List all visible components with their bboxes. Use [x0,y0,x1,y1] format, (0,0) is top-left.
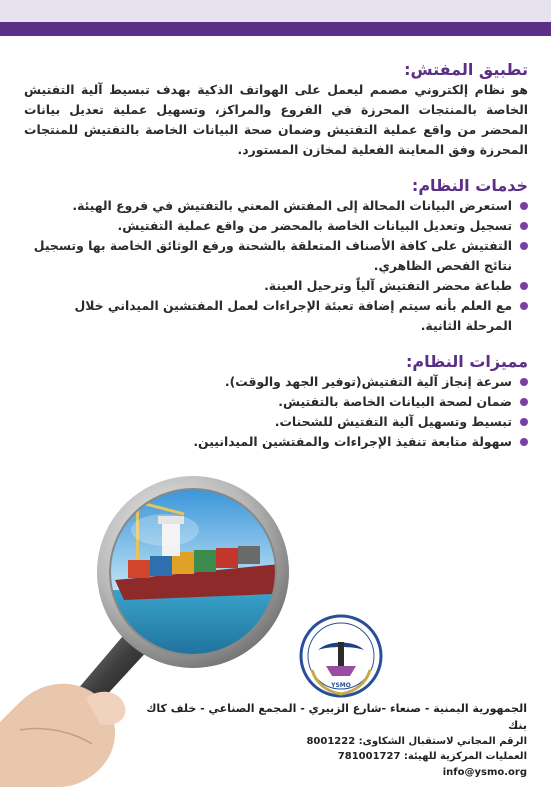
address-text: الجمهورية اليمنية - صنعاء -شارع الزبيري - المجمع الصناعي - خلف كاك بنك [146,702,527,732]
list-item: التفتيش على كافة الأصناف المتعلقة بالشحنة ورفع الوثائق الخاصة بها وتسجيل نتائج الفحص الظاهري. [24,236,528,276]
services-section [24,176,528,336]
list-item: استعرض البيانات المحالة إلى المفتش المعني بالتفتيش في فروع الهيئة. [24,196,528,216]
list-item: ضمان لصحة البيانات الخاصة بالتفتيش. [24,392,528,412]
list-item: طباعة محضر التفتيش آلياً وترحيل العينة. [24,276,528,296]
contact-block [127,700,527,781]
services-list [24,196,528,336]
list-item: تسجيل وتعديل البيانات الخاصة بالمحضر من واقع عملية التفتيش. [24,216,528,236]
intro-paragraph: هو نظام إلكتروني مصمم ليعمل على الهواتف الذكية بهدف تبسيط آلية التفتيش الخاصة بالمنتجات المحرزة في الفروع والمراكز، وتسهيل عملية تعديل بيانات المحضر من واقع عملية التفتيش وضمان صحة البيانات الخاصة بالتفتيش للمنتجات المحرزة وفق المعاينة الفعلية لمخازن المستورد. [24,82,528,157]
operations-phone: العمليات المركزية للهيئة: 781001727 [337,751,527,762]
list-item: سهولة متابعة تنفيذ الإجراءات والمفتشين الميدانيين. [24,432,528,452]
hotline-text: الرقم المجاني لاستقبال الشكاوى: 8001222 [306,736,527,747]
features-list [24,372,528,452]
top-purple-bar [0,22,551,36]
ysmo-emblem-icon [298,612,384,700]
list-item: مع العلم بأنه سيتم إضافة تعبئة الإجراءات لعمل المفتشين الميداني خلال المرحلة الثانية. [24,296,528,336]
intro-title: تطبيق المفتش: [404,60,528,79]
list-item: سرعة إنجاز آلية التفتيش(توفير الجهد والوقت). [24,372,528,392]
features-section [24,352,528,452]
features-title: مميزات النظام: [406,352,528,371]
intro-section [24,60,528,160]
list-item: تبسيط وتسهيل آلية التفتيش للشحنات. [24,412,528,432]
emblem-abbr: YSMO [331,682,351,689]
email-link[interactable]: info@ysmo.org [442,767,527,778]
services-title: خدمات النظام: [411,176,528,195]
main-content [24,60,528,452]
top-decorative-band [0,0,551,22]
